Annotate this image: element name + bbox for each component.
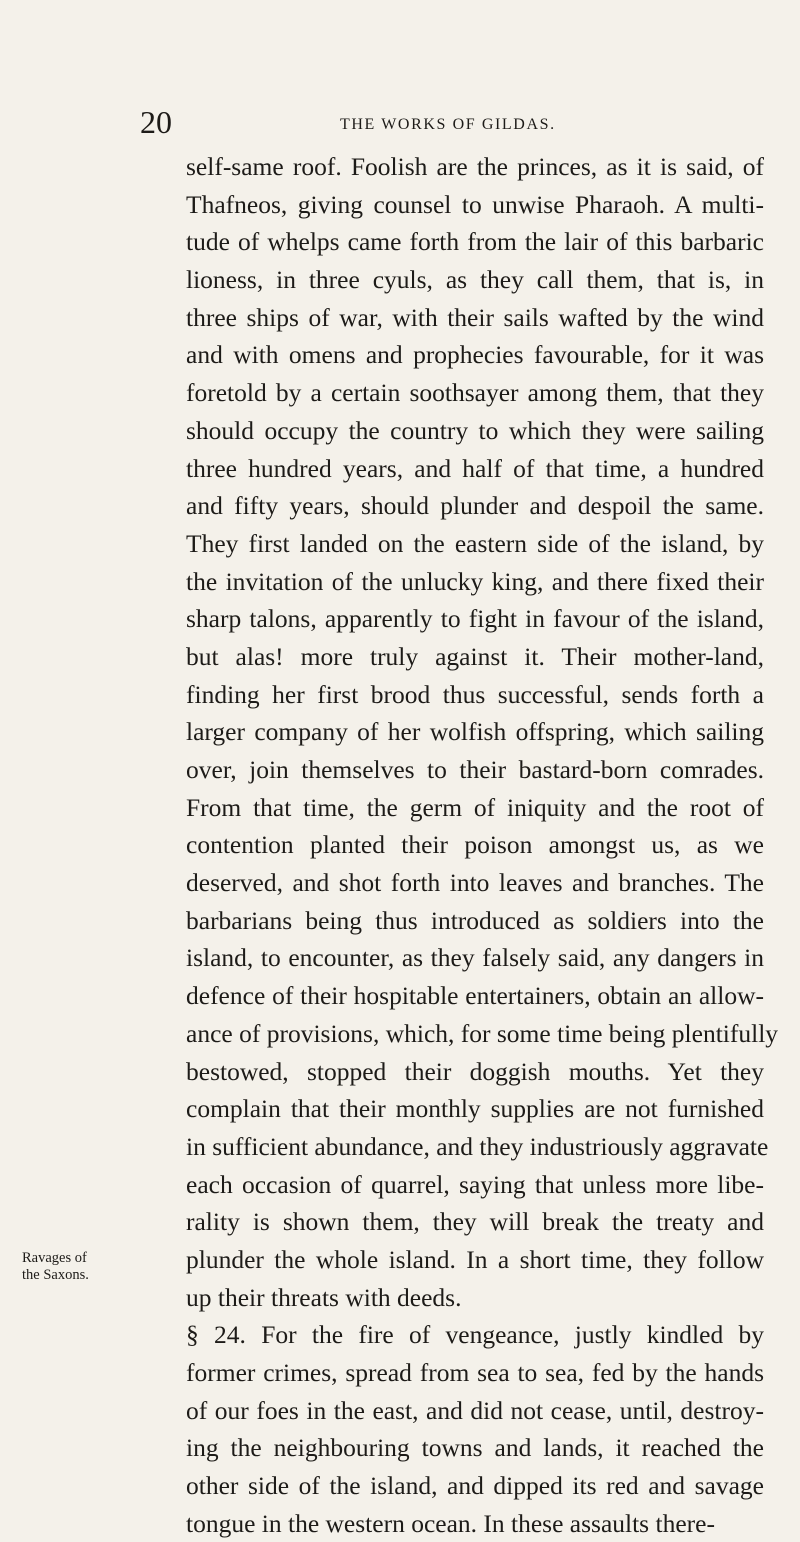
text-line: the invitation of the unlucky king, and there fixed their xyxy=(186,566,764,596)
text-line: over, join themselves to their bastard-born comrades. xyxy=(186,755,764,784)
text-line: barbarians being thus introduced as soldiers into the xyxy=(186,905,764,935)
text-line: former crimes, spread from sea to sea, fed by the hands xyxy=(186,1358,764,1387)
text-line: up their threats with deeds. xyxy=(186,1282,462,1312)
text-line: defence of their hospitable entertainers, obtain an allow- xyxy=(186,981,764,1011)
text-line: sharp talons, apparently to fight in favour of the island, xyxy=(186,604,764,634)
text-line: § 24. For the fire of vengeance, justly kindled by xyxy=(186,1320,764,1350)
text-line: bestowed, stopped their doggish mouths. Yet they xyxy=(186,1056,764,1086)
text-line: other side of the island, and dipped its red and savage xyxy=(186,1471,764,1501)
page-header xyxy=(140,105,760,145)
text-line: larger company of her wolfish offspring, which sailing xyxy=(186,717,764,747)
text-line: tude of whelps came forth from the lair of this barbaric xyxy=(186,227,764,257)
body-text xyxy=(186,148,779,1542)
text-line: complain that their monthly supplies are not furnished xyxy=(186,1094,764,1124)
text-line: of our foes in the east, and did not cease, until, destroy- xyxy=(186,1395,764,1425)
text-line: but alas! more truly against it. Their mother-land, xyxy=(186,641,764,671)
text-line: From that time, the germ of iniquity and the root of xyxy=(186,792,764,822)
text-line: tongue in the western ocean. In these assaults there- xyxy=(186,1508,715,1538)
text-line: Thafneos, giving counsel to unwise Pharaoh. A multi- xyxy=(186,189,764,219)
margin-note xyxy=(22,1250,132,1284)
margin-note-line: the Saxons. xyxy=(22,1267,89,1283)
text-line: plunder the whole island. In a short time, they follow xyxy=(186,1244,764,1274)
text-line: self-same roof. Foolish are the princes, as it is said, of xyxy=(186,152,764,181)
text-line: should occupy the country to which they were sailing xyxy=(186,415,764,445)
margin-note-line: Ravages of xyxy=(22,1250,87,1266)
running-title: THE WORKS OF GILDAS. xyxy=(340,116,556,133)
text-line: ance of provisions, which, for some time being plentifully xyxy=(186,1018,779,1048)
text-line: each occasion of quarrel, saying that unless more libe- xyxy=(186,1169,764,1199)
text-line: rality is shown them, they will break the treaty and xyxy=(186,1207,764,1237)
text-line: deserved, and shot forth into leaves and branches. The xyxy=(186,868,764,898)
text-line: They first landed on the eastern side of the island, by xyxy=(186,528,764,558)
text-line: lioness, in three cyuls, as they call them, that is, in xyxy=(186,265,764,295)
page-number: 20 xyxy=(140,104,172,140)
text-line: in sufficient abundance, and they industriously aggravate xyxy=(186,1131,769,1161)
text-line: and with omens and prophecies favourable, for it was xyxy=(186,340,764,370)
text-line: foretold by a certain soothsayer among them, that they xyxy=(186,378,764,408)
text-line: three hundred years, and half of that time, a hundred xyxy=(186,453,764,483)
text-line: contention planted their poison amongst us, as we xyxy=(186,830,764,860)
text-line: and fifty years, should plunder and despoil the same. xyxy=(186,491,764,521)
text-line: island, to encounter, as they falsely said, any dangers in xyxy=(186,943,764,973)
text-line: three ships of war, with their sails wafted by the wind xyxy=(186,302,764,332)
text-line: ing the neighbouring towns and lands, it reached the xyxy=(186,1433,764,1463)
text-line: finding her first brood thus successful, sends forth a xyxy=(186,679,764,709)
